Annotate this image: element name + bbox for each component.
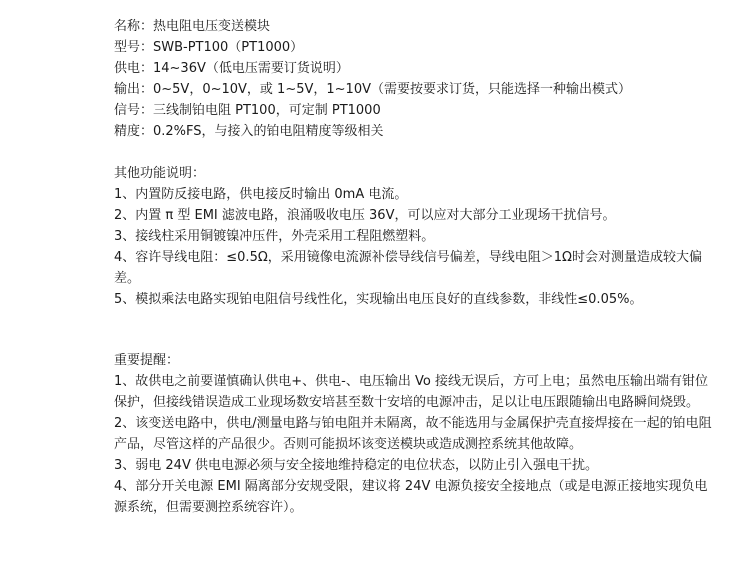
warning-item: 2、该变送电路中，供电/测量电路与铂电阻并未隔离，故不能选用与金属保护壳直接焊接在一起的铂电阻产品，尽管这样的产品很少。否则可能损坏该变送模块或造成测控系统其他故障。 bbox=[114, 416, 712, 452]
function-item: 5、模拟乘法电路实现铂电阻信号线性化，实现输出电压良好的直线参数，非线性≤0.05%。 bbox=[114, 292, 643, 307]
functions-section bbox=[114, 163, 714, 310]
spec-list bbox=[114, 16, 714, 142]
warning-item: 1、故供电之前要谨慎确认供电+、供电-、电压输出 Vo 接线无误后，方可上电；虽然电压输出端有钳位保护，但接线错误造成工业现场数安培甚至数十安培的电源冲击，足以让电压跟随输出电路瞬间烧毁。 bbox=[114, 374, 708, 410]
spec-power-supply: 供电：14~36V（低电压需要订货说明） bbox=[114, 61, 349, 76]
function-item: 3、接线柱采用铜镀镍冲压件，外壳采用工程阻燃塑料。 bbox=[114, 229, 435, 244]
spec-output: 输出：0~5V，0~10V，或 1~5V，1~10V（需要按要求订货，只能选择一种输出模式） bbox=[114, 82, 631, 97]
warning-item: 4、部分开关电源 EMI 隔离部分安规受限，建议将 24V 电源负接安全接地点（或是电源正接地实现负电源系统，但需要测控系统容许）。 bbox=[114, 479, 708, 515]
functions-heading: 其他功能说明： bbox=[114, 166, 206, 181]
warning-item: 3、弱电 24V 供电电源必须与安全接地维持稳定的电位状态，以防止引入强电干扰。 bbox=[114, 458, 598, 473]
warnings-section bbox=[114, 350, 714, 518]
function-item: 2、内置 π 型 EMI 滤波电路，浪涌吸收电压 36V，可以应对大部分工业现场干扰信号。 bbox=[114, 208, 616, 223]
spacer bbox=[114, 310, 714, 350]
product-description bbox=[114, 16, 714, 518]
spec-model: 型号：SWB-PT100（PT1000） bbox=[114, 40, 304, 55]
spec-signal: 信号：三线制铂电阻 PT100，可定制 PT1000 bbox=[114, 103, 381, 118]
function-item: 1、内置防反接电路，供电接反时输出 0mA 电流。 bbox=[114, 187, 408, 202]
spacer bbox=[114, 142, 714, 163]
function-item: 4、容许导线电阻：≤0.5Ω，采用镜像电流源补偿导线信号偏差，导线电阻＞1Ω时会对测量造成较大偏差。 bbox=[114, 250, 702, 286]
warnings-heading: 重要提醒： bbox=[114, 353, 180, 368]
spec-name: 名称：热电阻电压变送模块 bbox=[114, 19, 271, 34]
spec-accuracy: 精度：0.2%FS，与接入的铂电阻精度等级相关 bbox=[114, 124, 384, 139]
